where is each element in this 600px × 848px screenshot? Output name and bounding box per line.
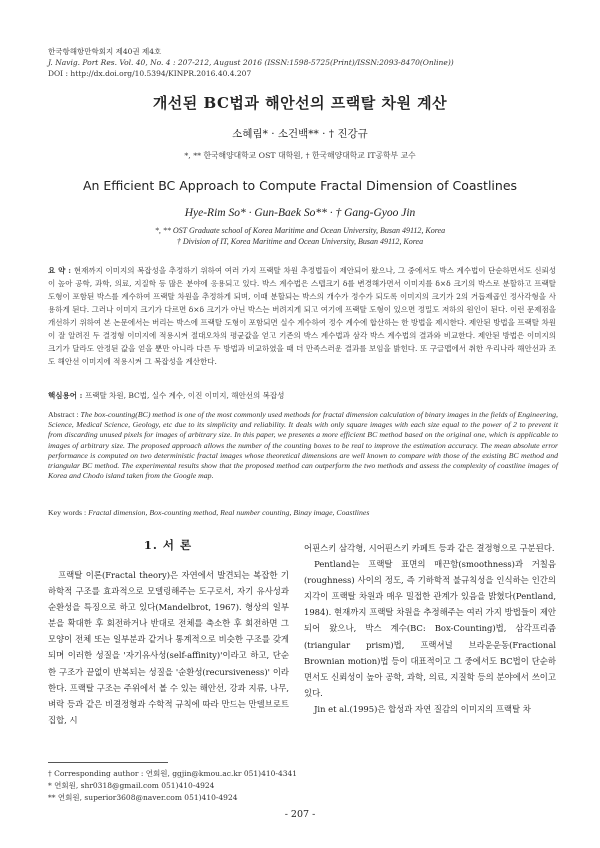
footnotes — [48, 768, 348, 804]
affiliation-english-line2: † Division of IT, Korea Maritime and Ocean University, Busan 49112, Korea — [176, 237, 424, 246]
paragraph: 어핀스키 삼각형, 시어핀스키 카페트 등과 같은 결정형으로 구분된다. — [304, 543, 555, 553]
abstract-korean — [48, 264, 556, 368]
keywords-english-text: Fractal dimension, Box-counting method, Real number counting, Binay image, Coastlines — [88, 508, 370, 517]
abstract-korean-text: 현재까지 이미지의 복잡성을 추정하기 위하여 여러 가지 프랙탈 차원 추정법들이 제안되어 왔으나, 그 중에서도 박스 계수법이 단순하면서도 신뢰성이 높아 공학, 과학, 의료, 지질학 등 많은 분야에 응용되고 있다. 박스 계수법은 스텝크기 δ를 변경해가면서 이미지를 δ×δ 크기의 박스로 분할하고 프랙탈 도형이 포함된 박스를 계수하여 프랙탈 차원을 추정하게 되며, 이때 분할되는 박스의 개수가 정수가 되도록 이미지의 크기가 2의 거듭제곱인 정사각형을 사용하게 된다. 그러나 이미지 크기가 다르면 δ×δ 크기가 아닌 박스는 버려지게 되고 여기에 프랙탈 도형이 있으면 정밀도 저하의 원인이 된다. 이런 문제점을 개선하기 위하여 본 논문에서는 버리는 박스에 프랙탈 도형이 포함되면 실수 계수하여 정수 계수에 합산하는 한 방법을 제시한다. 제안된 방법을 프랙탈 차원이 잘 알려진 두 결정형 이미지에 적용시켜 절대오차의 평균값을 얻고 기존의 박스 계수법과 삼각 박스 계수법의 결과와 비교한다. 제안된 방법은 이미지의 크기가 달라도 안정된 값을 얻을 뿐만 아니라 다른 두 방법과 비교하였을 때 더 만족스러운 결과를 보임을 밝힌다. 또 구글맵에서 취한 우리나라 해안선과 조도 해안선 이미지에 적용시켜 그 복잡성을 계산한다. — [48, 266, 557, 366]
footnote-author-2: ** 연회원, superior3608@naver.com 051)410-4924 — [48, 793, 238, 802]
abstract-korean-label: 요 약 : — [48, 266, 74, 275]
keywords-korean-label: 핵심용어 : — [48, 391, 85, 400]
authors-english: Hye-Rim So* · Gun-Baek So** · † Gang-Gyoo Jin — [184, 207, 416, 219]
journal-name-ko: 한국항해항만학회지 제40권 제4호 — [48, 47, 162, 56]
affiliation-korean: *, ** 한국해양대학교 OST 대학원, † 한국해양대학교 IT공학부 교수 — [184, 151, 416, 160]
abstract-english-label: Abstract : — [48, 410, 81, 419]
paragraph: 프랙탈 이론(Fractal theory)은 자연에서 발견되는 복잡한 기하학적 구조를 효과적으로 모델링해주는 도구로서, 자기 유사성과 순환성을 특징으로 하고 있다(Mandelbrot, 1967). 형상의 일부분을 확대한 후 회전하거나 반대로 전체를 축소한 후 회전하면 그 모양이 전체 또는 일부분과 같거나 통계적으로 비슷한 구조를 갖게 되며 이러한 성질을 '자기유사성(self-affinity)'이라고 하고, 단순한 구조가 끝없이 반복되는 성질을 '순환성(recursiveness)' 이라 한다. 프랙탈 구조는 주위에서 볼 수 있는 해안선, 강과 지류, 나무, 벼락 등과 같은 비결정형과 수학적 규칙에 따라 만드는 만델브로트 집합, 시 — [48, 570, 289, 725]
paragraph: Pentland는 프랙탈 표면의 매끈함(smoothness)과 거칠음(roughness) 사이의 정도, 즉 기하학적 불규칙성을 인식하는 인간의 지각이 프랙탈 차원과 매우 밀접한 관계가 있음을 밝혔다(Pentland, 1984). 현재까지 프랙탈 차원을 추정해주는 여러 가지 방법들이 제안되어 왔으나, 박스 계수(BC: Box-Counting)법, 삼각프리즘(triangular prism)법, 프랙셔널 브라운운동(Fractional Brownian motion)법 등이 대표적이고 그 중에서도 BC법이 단순하면서도 신뢰성이 높아 공학, 과학, 의료, 지질학 등의 분야에서 쓰이고 있다. — [304, 559, 556, 698]
section-title-introduction: 1. 서 론 — [143, 538, 193, 552]
page-number: - 207 - — [284, 809, 316, 820]
body-column-right — [304, 540, 556, 717]
body-column-left — [48, 567, 289, 728]
abstract-english — [48, 410, 558, 481]
keywords-korean — [48, 390, 556, 401]
footnote-author-1: * 연회원, shr0318@gmail.com 051)410-4924 — [48, 781, 215, 790]
journal-header — [48, 46, 454, 79]
keywords-english-label: Key words : — [48, 508, 89, 517]
keywords-korean-text: 프랙탈 차원, BC법, 실수 계수, 이진 이미지, 해안선의 복잡성 — [84, 391, 285, 400]
footnote-corresponding-author: † Corresponding author : 연회원, ggjin@kmou.ac.kr 051)410-4341 — [48, 769, 298, 778]
affiliation-english — [0, 225, 600, 247]
journal-citation: J. Navig. Port Res. Vol. 40, No. 4 : 207-212, August 2016 (ISSN:1598-5725(Print)/ISSN:2093-8470(Online)) — [48, 58, 454, 67]
affiliation-english-line1: *, ** OST Graduate school of Korea Maritime and Ocean University, Busan 49112, Korea — [154, 226, 446, 235]
title-english: An Efficient BC Approach to Compute Fractal Dimension of Coastlines — [82, 178, 518, 193]
footnote-divider — [48, 762, 168, 763]
doi-link[interactable]: DOI : http://dx.doi.org/10.5394/KINPR.2016.40.4.207 — [48, 69, 252, 78]
paragraph: Jin et al.(1995)은 합성과 자연 질감의 이미지의 프랙탈 차 — [314, 703, 531, 714]
keywords-english — [48, 508, 558, 517]
authors-korean: 소혜림* · 소건백** · † 진강규 — [232, 128, 368, 140]
abstract-english-text: The box-counting(BC) method is one of the most commonly used methods for fractal dimension calculation of binary images in the fields of Engineering, Science, Medical Science, Geology, etc due to its simplicity and reliability. It deals with only square images with each size equal to the power of 2 to prevent it from discarding unused pixels for images of arbitrary size. In this paper, we presents a more efficient BC method based on the original one, which is applicable to images of arbitrary size. The proposed approach allows the number of the counting boxes to be real to improve the estimation accuracy. The mean absolute error performance is computed on two deterministic fractal images whose theoretical dimensions are well known to compare with those of the existing BC method and triangular BC method. The experimental results show that the proposed method can outperform the two methods and assess the complexity of coastline images of Korea and Chodo island taken from the Google map. — [48, 410, 558, 481]
title-korean: 개선된 BC법과 해안선의 프랙탈 차원 계산 — [152, 94, 448, 112]
